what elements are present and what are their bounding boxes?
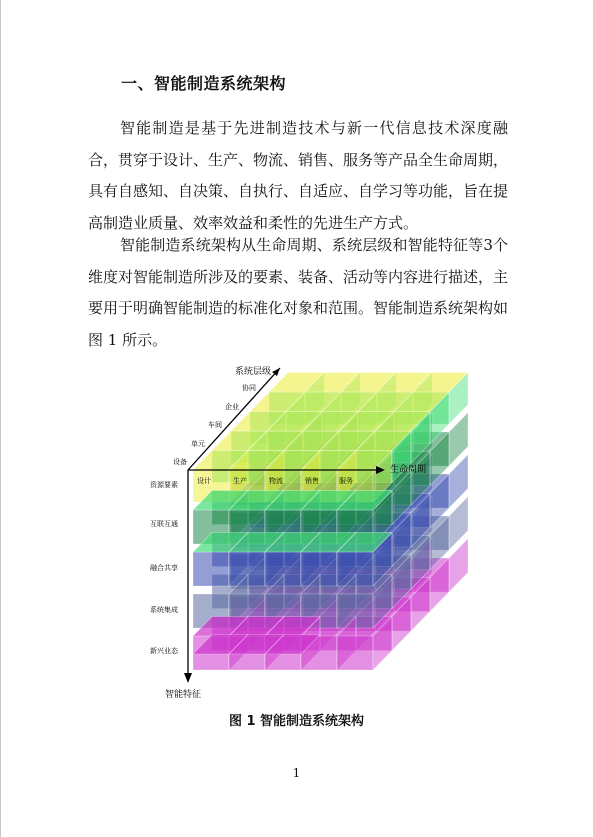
axis-title-intelligence: 智能特征 <box>165 690 202 700</box>
level-label-equipment: 设备 <box>173 458 187 466</box>
paragraph-architecture: 智能制造系统架构从生命周期、系统层级和智能特征等3个维度对智能制造所涉及的要素、装备、活动等内容进行描述，主要用于明确智能制造的标准化对象和范围。智能制造系统架构如图 1 所示。 <box>88 236 509 349</box>
figure-caption: 图 1 智能制造系统架构 <box>228 714 365 729</box>
architecture-figure <box>145 360 475 705</box>
axis-title-system-level: 系统层级 <box>235 367 272 377</box>
level-label-collaboration: 协同 <box>242 384 256 392</box>
stage-label-production: 生产 <box>233 477 247 485</box>
lattice-panel <box>337 636 373 670</box>
level-label-unit: 单元 <box>191 440 205 448</box>
stage-label-design: 设计 <box>197 477 211 485</box>
feature-label-resources: 资源要素 <box>150 481 178 489</box>
feature-label-fusion: 融合共享 <box>150 564 178 572</box>
stage-label-logistics: 物流 <box>269 477 283 485</box>
paragraph-definition: 智能制造是基于先进制造技术与新一代信息技术深度融合，贯穿于设计、生产、物流、销售、服务等产品全生命周期，具有自感知、自决策、自执行、自适应、自学习等功能，旨在提高制造业质量、效率效益和柔性的先进生产方式。 <box>88 119 509 232</box>
feature-label-new-formats: 新兴业态 <box>150 647 178 655</box>
level-label-workshop: 车间 <box>208 421 222 429</box>
architecture-cube-diagram <box>145 360 475 705</box>
axis-title-lifecycle: 生命周期 <box>390 465 427 475</box>
cube-grid <box>193 373 468 671</box>
stage-label-service: 服务 <box>339 477 353 485</box>
intelligence-arrowhead <box>184 673 192 683</box>
lattice-panel <box>193 552 229 586</box>
page-number: 1 <box>292 766 301 780</box>
level-label-enterprise: 企业 <box>225 403 239 411</box>
stage-label-sales: 销售 <box>305 477 319 485</box>
section-heading: 一、智能制造系统架构 <box>121 74 287 93</box>
feature-label-interconnection: 互联互通 <box>150 520 178 528</box>
feature-label-integration: 系统集成 <box>150 606 178 614</box>
